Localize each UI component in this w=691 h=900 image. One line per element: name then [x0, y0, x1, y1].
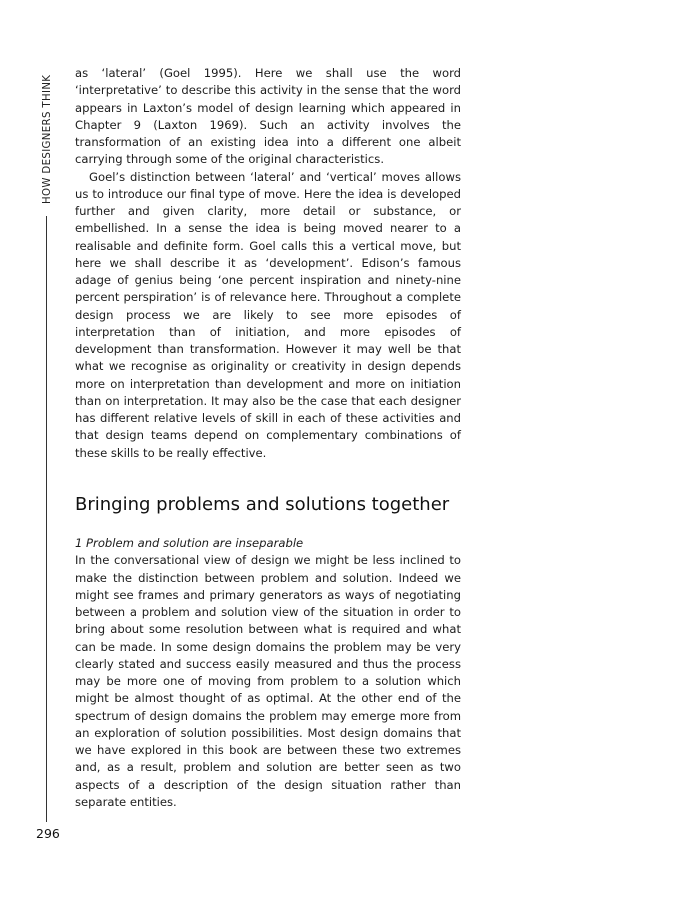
- running-head-text: HOW DESIGNERS THINK: [42, 74, 53, 204]
- running-head: [40, 66, 56, 204]
- margin-rule: [46, 216, 47, 822]
- paragraph-problem-solution: In the conversational view of design we might be less inclined to make the distinction between problem and solution. Indeed we might see frames and primary generators as ways of negotiating between a problem and solution view of the situation in order to bring about some resolution between what is required and what can be made. In some design domains the problem may be very clearly stated and success easily measured and thus the process may be more one of moving from problem to a solution which might be almost thought of as optimal. At the other end of the spectrum of design domains the problem may emerge more from an exploration of solution possibilities. Most design domains that we have explored in this book are between these two extremes and, as a result, problem and solution are better seen as two aspects of a description of the design situation rather than separate entities.: [75, 553, 461, 809]
- body-text-top: [75, 65, 461, 462]
- subsection-heading: 1 Problem and solution are inseparable: [75, 536, 304, 550]
- section-heading: Bringing problems and solutions together: [75, 494, 450, 515]
- body-text-bottom: [75, 535, 461, 811]
- paragraph-development: Goel’s distinction between ‘lateral’ and ‘vertical’ moves allows us to introduce our final type of move. Here the idea is developed further and given clarity, more detail or substance, or embellished. In a sense the idea is being moved nearer to a realisable and definite form. Goel calls this a vertical move, but here we shall describe it as ‘development’. Edison’s famous adage of genius being ‘one percent inspiration and ninety-nine percent perspiration’ is of relevance here. Throughout a complete design process we are likely to see more episodes of interpretation than of initiation, and more episodes of development than transformation. However it may well be that what we recognise as originality or creativity in design depends more on interpretation than development and more on initiation than on interpretation. It may also be the case that each designer has different relative levels of skill in each of these activities and that design teams depend on complementary combinations of these skills to be really effective.: [75, 169, 461, 460]
- paragraph-continuation: as ‘lateral’ (Goel 1995). Here we shall use the word ‘interpretative’ to describe this activity in the sense that the word appears in Laxton’s model of design learning which appeared in Chapter 9 (Laxton 1969). Such an activity involves the transformation of an existing idea into a different one albeit carrying through some of the original characteristics.: [75, 66, 461, 167]
- page-number: 296: [36, 826, 60, 841]
